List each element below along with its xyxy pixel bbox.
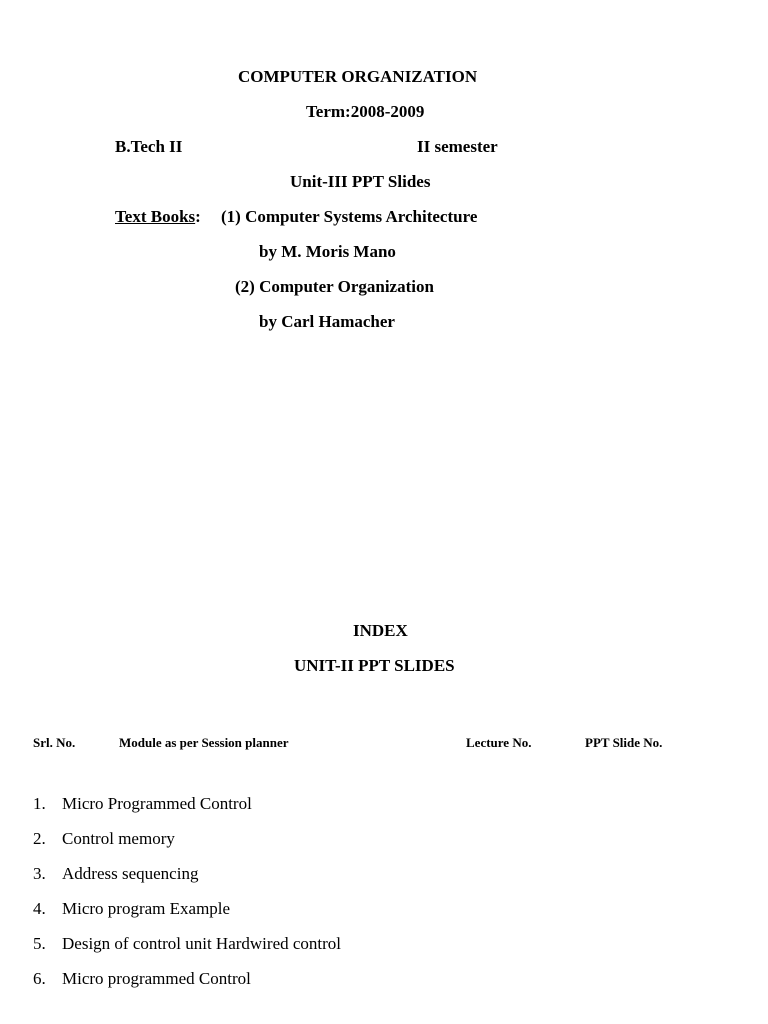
column-header-srl-no: Srl. No. bbox=[33, 735, 76, 750]
semester-label: II semester bbox=[417, 137, 498, 156]
book-1-author: by M. Moris Mano bbox=[259, 242, 396, 261]
column-header-lecture-no: Lecture No. bbox=[466, 735, 532, 750]
list-item-text: Design of control unit Hardwired control bbox=[62, 934, 342, 953]
course-label: B.Tech II bbox=[115, 137, 183, 156]
list-item bbox=[33, 969, 251, 988]
list-item-number: 5. bbox=[33, 934, 46, 953]
list-item-number: 3. bbox=[33, 864, 46, 883]
column-header-ppt-slide-no: PPT Slide No. bbox=[585, 735, 663, 750]
list-item-number: 1. bbox=[33, 794, 46, 813]
list-item bbox=[33, 934, 342, 953]
list-item-text: Micro programmed Control bbox=[62, 969, 251, 988]
text-books-label: Text Books bbox=[115, 207, 196, 226]
index-title: INDEX bbox=[353, 621, 408, 640]
list-item bbox=[33, 899, 231, 918]
list-item-number: 2. bbox=[33, 829, 46, 848]
term-line: Term:2008-2009 bbox=[306, 102, 425, 121]
list-item bbox=[33, 864, 199, 883]
book-2-title: (2) Computer Organization bbox=[235, 277, 434, 296]
text-books-line bbox=[115, 208, 201, 225]
list-item bbox=[33, 829, 175, 848]
list-item-text: Micro Programmed Control bbox=[62, 794, 252, 813]
list-item-number: 4. bbox=[33, 899, 46, 918]
list-item-text: Micro program Example bbox=[62, 899, 231, 918]
column-header-module: Module as per Session planner bbox=[119, 735, 289, 750]
list-item-text: Control memory bbox=[62, 829, 175, 848]
index-subtitle: UNIT-II PPT SLIDES bbox=[294, 656, 455, 675]
list-item bbox=[33, 794, 252, 813]
book-1-title: (1) Computer Systems Architecture bbox=[221, 207, 478, 226]
list-item-text: Address sequencing bbox=[62, 864, 199, 883]
text-books-colon: : bbox=[195, 207, 201, 226]
document-title: COMPUTER ORGANIZATION bbox=[238, 67, 478, 86]
book-2-author: by Carl Hamacher bbox=[259, 312, 395, 331]
unit-line: Unit-III PPT Slides bbox=[290, 172, 431, 191]
list-item-number: 6. bbox=[33, 969, 46, 988]
